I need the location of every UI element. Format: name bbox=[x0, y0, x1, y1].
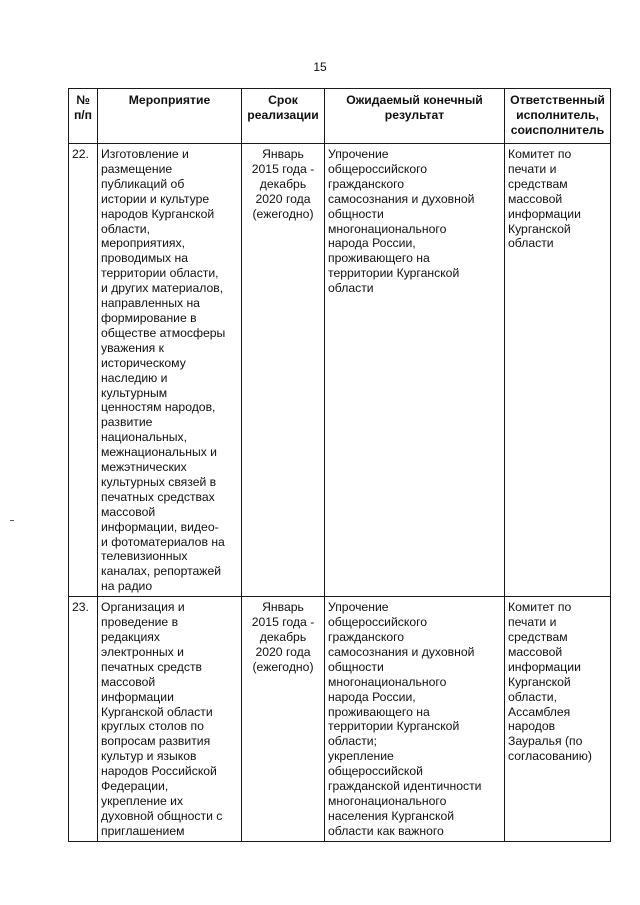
header-result: Ожидаемый конечный результат bbox=[325, 89, 505, 144]
header-event: Мероприятие bbox=[98, 89, 242, 144]
table-row bbox=[69, 597, 611, 842]
result-cell: Упрочение общероссийского гражданского самосознания и духовной общности многонационального народа России, проживающего на территории Курганской области; укрепление общероссийской гражданской идентичности многонационального населения Курганской области как важного bbox=[325, 597, 505, 842]
term-cell: Январь 2015 года - декабрь 2020 года (ежегодно) bbox=[242, 597, 325, 842]
header-term: Срок реализации bbox=[242, 89, 325, 144]
table-header-row bbox=[69, 89, 611, 144]
responsible-cell: Комитет по печати и средствам массовой информации Курганской области bbox=[505, 144, 611, 597]
margin-mark bbox=[10, 520, 14, 521]
result-cell: Упрочение общероссийского гражданского самосознания и духовной общности многонационального народа России, проживающего на территории Курганской области bbox=[325, 144, 505, 597]
header-responsible: Ответственный исполнитель, соисполнитель bbox=[505, 89, 611, 144]
page-number: 15 bbox=[313, 60, 327, 74]
term-cell: Январь 2015 года - декабрь 2020 года (ежегодно) bbox=[242, 144, 325, 597]
row-number: 23. bbox=[69, 597, 98, 842]
table-row bbox=[69, 144, 611, 597]
events-table bbox=[68, 88, 611, 842]
event-cell: Изготовление и размещение публикаций об истории и культуре народов Курганской области, мероприятиях, проводимых на территории области, и других материалов, направленных на формирование в обществе атмосферы уважения к историческому наследию и культурным ценностям народов, развитие национальных, межнациональных и межэтнических культурных связей в печатных средствах массовой информации, видео- и фотоматериалов на телевизионных каналах, репортажей на радио bbox=[98, 144, 242, 597]
responsible-cell: Комитет по печати и средствам массовой информации Курганской области, Ассамблея народов Зауралья (по согласованию) bbox=[505, 597, 611, 842]
row-number: 22. bbox=[69, 144, 98, 597]
header-num: № п/п bbox=[69, 89, 98, 144]
event-cell: Организация и проведение в редакциях электронных и печатных средств массовой информации Курганской области круглых столов по вопросам развития культур и языков народов Российской Федерации, укрепление их духовной общности с приглашением bbox=[98, 597, 242, 842]
